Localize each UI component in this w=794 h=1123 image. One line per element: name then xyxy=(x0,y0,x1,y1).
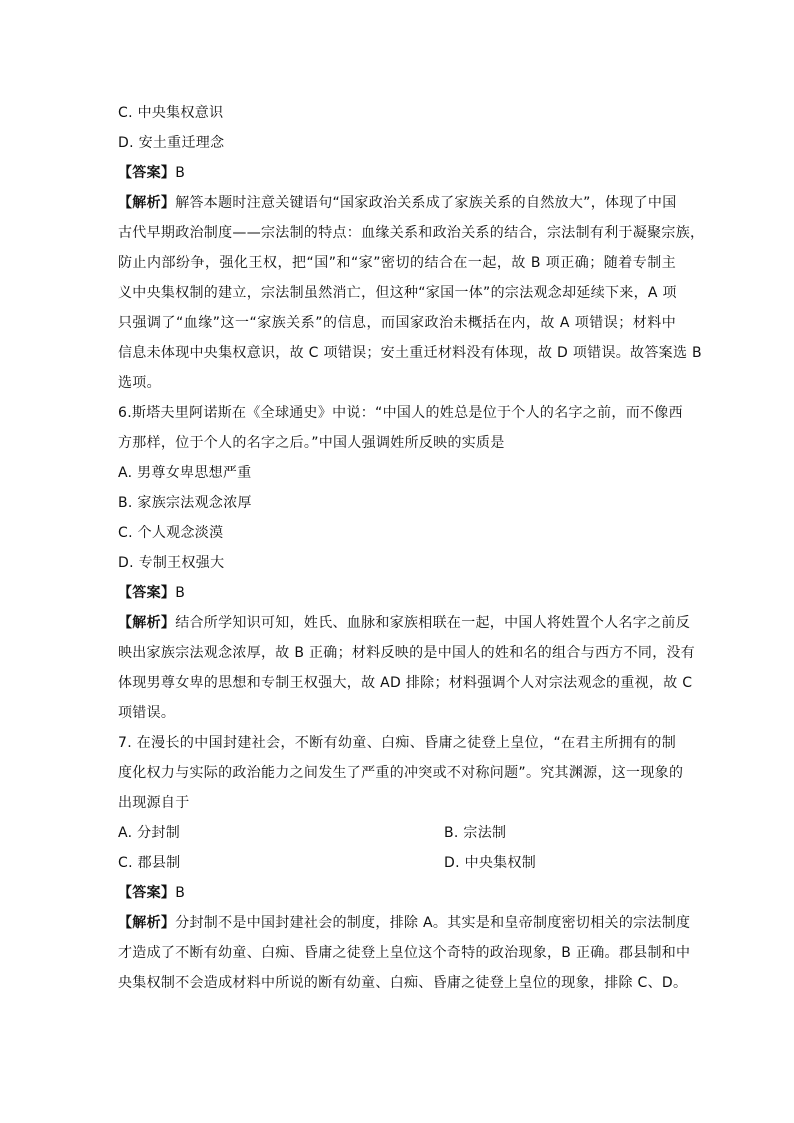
q5-analysis-line: 防止内部纷争，强化王权，把“国”和“家”密切的结合在一起，故 B 项正确；随着专制主 xyxy=(118,255,676,271)
q6-analysis-line: 体现男尊女卑的思想和专制王权强大，故 AD 排除；材料强调个人对宗法观念的重视，故 C xyxy=(118,675,693,691)
q6-option-b: B. 家族宗法观念浓厚 xyxy=(118,495,252,511)
q6-analysis-line: 【解析】结合所学知识可知，姓氏、血脉和家族相联在一起，中国人将姓置个人名字之前反 xyxy=(118,615,691,631)
q5-option-d: D. 安土重迁理念 xyxy=(118,135,225,151)
q7-answer xyxy=(118,878,676,908)
document-page xyxy=(118,98,705,998)
q6-stem-line: 方那样，位于个人的名字之后。”中国人强调姓所反映的实质是 xyxy=(118,435,505,451)
q7-option-c: C. 郡县制 xyxy=(118,855,181,871)
q5-option-c: C. 中央集权意识 xyxy=(118,105,224,121)
q6-option-c: C. 个人观念淡漠 xyxy=(118,525,224,541)
q7-option-a: A. 分封制 xyxy=(118,825,181,841)
q7-analysis-line: 央集权制不会造成材料中所说的断有幼童、白痴、昏庸之徒登上皇位的现象，排除 C、D。 xyxy=(118,975,688,991)
q5-analysis-line: 只强调了“血缘”这一“家族关系”的信息，而国家政治未概括在内，故 A 项错误；材料中 xyxy=(118,315,676,331)
q7-option-d: D. 中央集权制 xyxy=(444,855,537,871)
q6-analysis-line: 映出家族宗法观念浓厚，故 B 正确；材料反映的是中国人的姓和名的组合与西方不同，没有 xyxy=(118,645,696,661)
q5-answer xyxy=(118,158,676,188)
q6-analysis-label: 【解析】 xyxy=(118,615,176,631)
q5-answer-value: B xyxy=(175,165,186,181)
q7-answer-value: B xyxy=(175,885,186,901)
q6-stem-line: 6.斯塔夫里阿诺斯在《全球通史》中说：“中国人的姓总是位于个人的名字之前，而不像西 xyxy=(118,405,683,421)
q5-analysis-line: 选项。 xyxy=(118,375,161,391)
q7-stem-line: 度化权力与实际的政治能力之间发生了严重的冲突或不对称问题”。究其渊源，这一现象的 xyxy=(118,765,684,781)
q5-analysis-line: 义中央集权制的建立，宗法制虽然消亡，但这种“家国一体”的宗法观念却延续下来，A 项 xyxy=(118,285,677,301)
q7-analysis-line: 才造成了不断有幼童、白痴、昏庸之徒登上皇位这个奇特的政治现象，B 正确。郡县制和中 xyxy=(118,945,691,961)
q6-answer-label: 【答案】 xyxy=(118,585,176,601)
q6-option-a: A. 男尊女卑思想严重 xyxy=(118,465,252,481)
q5-answer-label: 【答案】 xyxy=(118,165,176,181)
q6-analysis-line: 项错误。 xyxy=(118,705,176,721)
q7-stem-line: 7. 在漫长的中国封建社会，不断有幼童、白痴、昏庸之徒登上皇位，“在君主所拥有的制 xyxy=(118,735,676,751)
q5-analysis-label: 【解析】 xyxy=(118,195,176,211)
q5-analysis-line: 信息未体现中央集权意识，故 C 项错误；安土重迁材料没有体现，故 D 项错误。故答案选 B xyxy=(118,345,702,361)
q7-options-row-2 xyxy=(118,848,676,878)
q5-analysis-line: 【解析】解答本题时注意关键语句“国家政治关系成了家族关系的自然放大”，体现了中国 xyxy=(118,195,677,211)
q7-analysis-label: 【解析】 xyxy=(118,915,176,931)
q7-answer-label: 【答案】 xyxy=(118,885,176,901)
q5-analysis-line: 古代早期政治制度——宗法制的特点：血缘关系和政治关系的结合，宗法制有利于凝聚宗族， xyxy=(118,225,705,241)
q7-option-b: B. 宗法制 xyxy=(444,825,507,841)
q6-answer-value: B xyxy=(175,585,186,601)
q6-answer xyxy=(118,578,676,608)
q7-analysis-line: 【解析】分封制不是中国封建社会的制度，排除 A。其实是和皇帝制度密切相关的宗法制度 xyxy=(118,915,691,931)
q6-option-d: D. 专制王权强大 xyxy=(118,555,225,571)
q7-options-row-1 xyxy=(118,818,676,848)
q7-stem-line: 出现源自于 xyxy=(118,795,190,811)
